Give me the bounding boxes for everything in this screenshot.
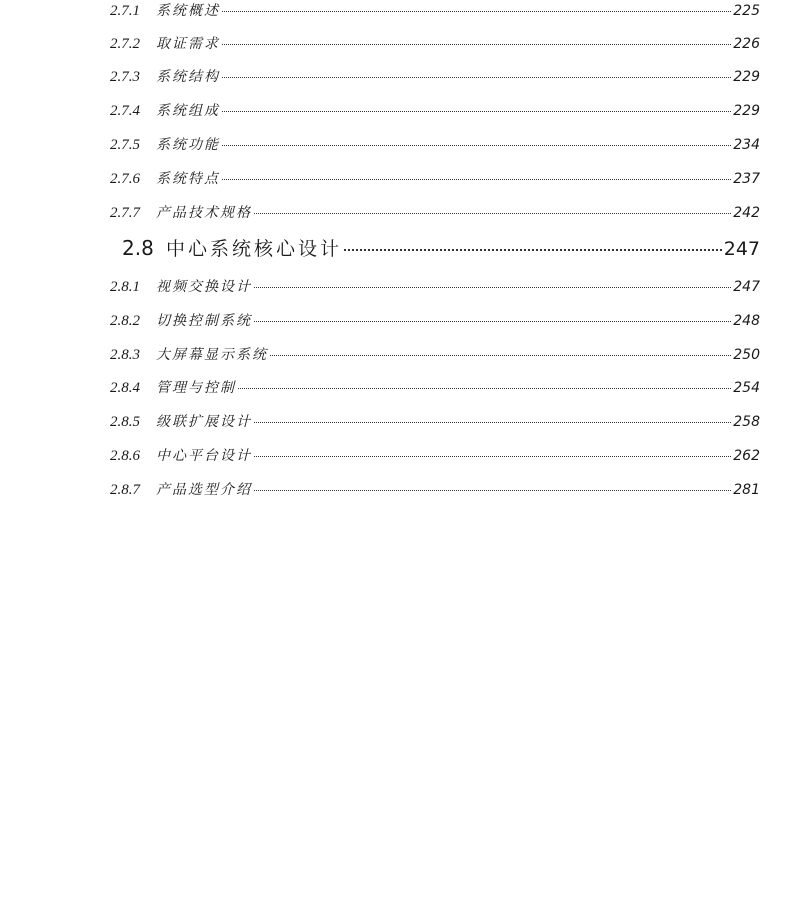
toc-title: 系统结构 [156,69,220,85]
dot-leader [254,212,731,214]
toc-entry-2-8[interactable] [122,234,760,262]
toc-title: 视频交换设计 [156,279,252,295]
toc-number: 2.7.4 [110,103,140,119]
toc-page-number: 248 [733,313,760,329]
toc-page-number: 247 [733,279,760,295]
toc-entry-2-8-5[interactable] [110,411,760,433]
dot-leader [222,43,731,45]
toc-number: 2.7.1 [110,3,140,19]
toc-number: 2.7.7 [110,205,140,221]
toc-number: 2.8.2 [110,313,140,329]
dot-leader [238,387,731,389]
toc-entry-2-7-4[interactable] [110,100,760,122]
toc-entry-2-7-2[interactable] [110,33,760,55]
toc-number: 2.7.5 [110,137,140,153]
toc-page-number: 247 [723,238,760,260]
dot-leader [222,144,731,146]
dot-leader [344,248,722,251]
toc-entry-2-7-5[interactable] [110,134,760,156]
toc-page-number: 258 [733,414,760,430]
toc-entry-2-8-7[interactable] [110,479,760,501]
toc-entry-2-8-1[interactable] [110,276,760,298]
toc-entry-2-8-4[interactable] [110,377,760,399]
toc-title: 中心系统核心设计 [166,238,343,260]
toc-title: 系统功能 [156,137,220,153]
toc-title: 产品技术规格 [156,205,252,221]
toc-title: 管理与控制 [156,380,236,396]
toc-page-number: 254 [733,380,760,396]
toc-entry-2-8-3[interactable] [110,344,760,366]
toc-entry-2-7-1[interactable] [110,0,760,22]
dot-leader [222,76,731,78]
toc-entry-2-8-2[interactable] [110,310,760,332]
toc-page-number: 281 [733,482,760,498]
toc-title: 系统特点 [156,171,220,187]
toc-entry-2-7-3[interactable] [110,66,760,88]
toc-number: 2.8.4 [110,380,140,396]
toc-page-number: 229 [733,69,760,85]
toc-page-number: 262 [733,448,760,464]
toc-title: 产品选型介绍 [156,482,252,498]
toc-page-number: 225 [733,3,760,19]
toc-entry-2-7-7[interactable] [110,202,760,224]
toc-page-number: 237 [733,171,760,187]
dot-leader [222,178,731,180]
dot-leader [222,110,731,112]
dot-leader [254,455,731,457]
toc-number: 2.7.2 [110,36,140,52]
dot-leader [254,421,731,423]
toc-title: 系统概述 [156,3,220,19]
toc-title: 取证需求 [156,36,220,52]
toc-number: 2.7.3 [110,69,140,85]
toc-page-number: 234 [733,137,760,153]
toc-entry-2-7-6[interactable] [110,168,760,190]
dot-leader [254,286,731,288]
toc-number: 2.8.3 [110,347,140,363]
toc-title: 系统组成 [156,103,220,119]
dot-leader [254,320,731,322]
toc-number: 2.8.1 [110,279,140,295]
toc-title: 中心平台设计 [156,448,252,464]
toc-title: 级联扩展设计 [156,414,252,430]
toc-page-number: 226 [733,36,760,52]
toc-entry-2-8-6[interactable] [110,445,760,467]
toc-page-number: 229 [733,103,760,119]
toc-title: 切换控制系统 [156,313,252,329]
toc-title: 大屏幕显示系统 [156,347,268,363]
dot-leader [270,354,731,356]
toc-page-number: 242 [733,205,760,221]
toc-number: 2.8.7 [110,482,140,498]
toc-number: 2.7.6 [110,171,140,187]
toc-number: 2.8.6 [110,448,140,464]
dot-leader [222,10,731,12]
toc-number: 2.8.5 [110,414,140,430]
dot-leader [254,489,731,491]
toc-number: 2.8 [122,236,154,260]
toc-page-number: 250 [733,347,760,363]
